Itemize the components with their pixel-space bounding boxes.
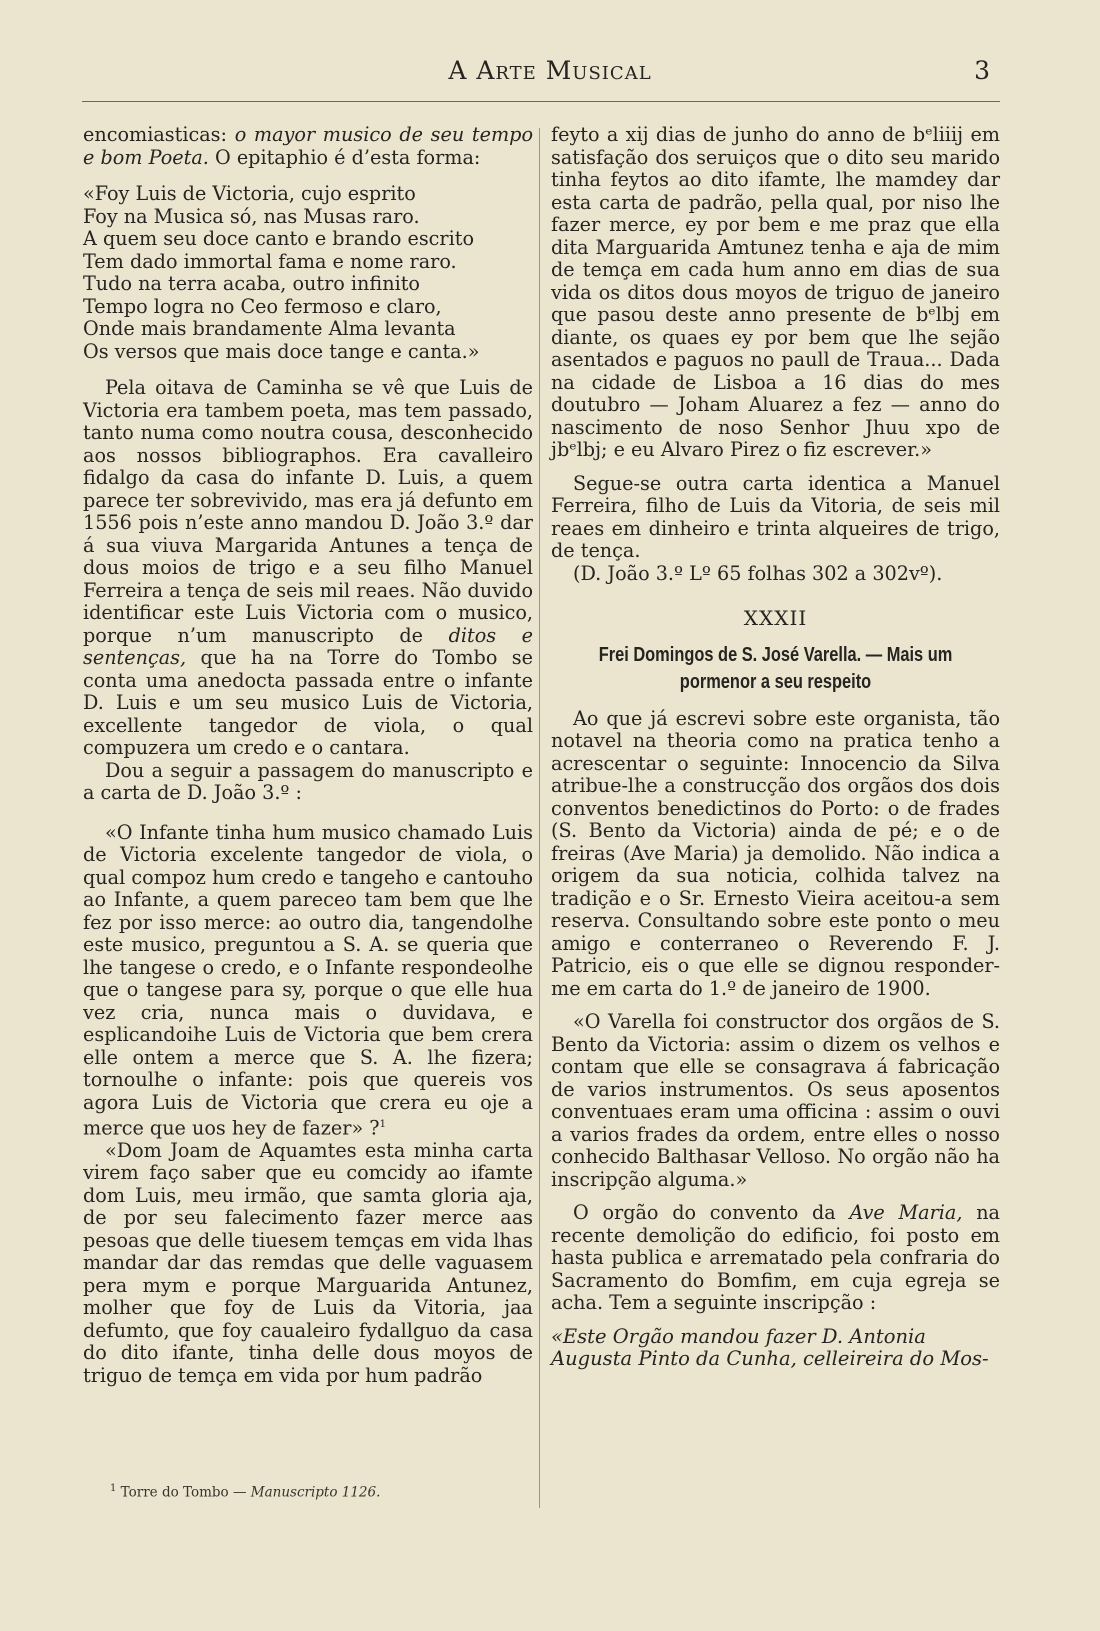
- footnote: [110, 1483, 530, 1501]
- epitaph-poem: [83, 183, 533, 363]
- inscription-line: Augusta Pinto da Cunha, celleireira do Mos-: [551, 1347, 989, 1370]
- inscription-line: «Este Orgão mandou fazer D. Antonia: [551, 1324, 926, 1348]
- quoted-manuscript: [83, 822, 533, 1140]
- organ-inscription: [551, 1326, 1000, 1371]
- section-title: Frei Domingos de S. José Varella. — Mais um pormenor a seu respeito: [598, 643, 953, 693]
- body-paragraph: [83, 377, 533, 760]
- poem-line: Tudo na terra acaba, outro infinito: [83, 272, 420, 295]
- quoted-letter: «O Varella foi constructor dos orgãos de S. Bento da Victoria: assim o dizem os velhos e contam que elle se consagrava á fabricação de varios instrumentos. Os seus aposentos conventuaes eram uma officina : assim o ouvi a varios frades da ordem, entre elles o nosso conhecido Balthasar Velloso. No orgão não ha inscripção alguma.»: [551, 1010, 1000, 1191]
- opening-tail: O epitaphio é d’esta forma:: [214, 145, 481, 169]
- body-paragraph: Ao que já escrevi sobre este organista, tão notavel na theoria como na pratica tenho a acrescentar o seguinte: Innocencio da Silva atribue-lhe a construcção dos orgãos dos dois conventos benedictinos do Porto: o de frades (S. Bento da Victoria) ainda de pé; e o de freiras (Ave Maria) ja demolido. Não indica a origem da sua noticia, colhida talvez na tradição e o Sr. Ernesto Vieira aceitou-a sem reserva. Consultando sobre este ponto o meu amigo e conterraneo o Reverendo F. J. Patricio, eis o que elle se dignou responder-me em carta do 1.º de janeiro de 1900.: [551, 706, 1000, 1000]
- footnote-reference[interactable]: 1: [379, 1119, 386, 1130]
- paragraph-text: O orgão do convento da: [573, 1201, 836, 1224]
- poem-line: Onde mais brandamente Alma levanta: [83, 317, 456, 340]
- header-rule: [82, 101, 1000, 102]
- paragraph-italic: Ave Maria,: [849, 1201, 963, 1224]
- quoted-letter-continued: feyto a xij dias de junho do anno de bᵉliiij em satisfação dos seruiços que o dito seu marido tinha feytos ao dito ifamte, lhe mamdey dar esta carta de padrão, pella qual, por niso lhe fazer merce, ey por bem e me praz que ella dita Marguarida Amtunez tenha e aja de mim de temça em cada hum anno em dias de sua vida os ditos dous moyos de triguo de janeiro que pasou deste anno presente de bᵉlbj em diante, os quaes ey por bem que lhe sejão asentados e paguos no paull de Traua... Dada na cidade de Lisboa a 16 dias do mes doutubro — Joham Aluarez a fez — anno do nascimento de noso Senhor Jhuu xpo de jbᵉlbj; e eu Alvaro Pirez o fiz escrever.»: [551, 123, 1000, 461]
- poem-line: Tempo logra no Ceo fermoso e claro,: [83, 294, 442, 318]
- footnote-text: Torre do Tombo —: [120, 1484, 247, 1501]
- opening-paragraph: [83, 124, 533, 169]
- paragraph-text: que ha na Torre do Tombo se conta uma anedocta passada entre o infante D. Luis e um seu musico Luis de Victoria, excellente tangedor de viola, o qual compuzera um credo e o cantara.: [83, 646, 533, 759]
- paragraph-text: Pela oitava de Caminha se vê que Luis de Victoria era tambem poeta, mas tem passado, tanto numa como noutra cousa, desconhecido aos nossos bibliographos. Era cavalleiro fidalgo da casa do infante D. Luis, a quem parece ter sobrevivido, mas era já defunto em 1556 pois n’este anno mandou D. João 3.º dar á sua viuva Margarida Antunes a tença de dous moios de trigo e a seu filho Manuel Ferreira a tença de seis mil reaes. Não duvido identificar este Luis Victoria com o musico, porque n’um manuscripto de: [83, 376, 533, 647]
- left-column: [83, 124, 533, 1387]
- body-paragraph: Segue-se outra carta identica a Manuel Ferreira, filho de Luis da Vitoria, de seis mil reaes em dinheiro e trinta alqueires de trigo, de tença.: [551, 471, 1000, 562]
- poem-line: A quem seu doce canto e brando escrito: [83, 227, 475, 250]
- opening-text: encomiasticas:: [83, 123, 227, 146]
- quoted-letter: «Dom Joam de Aquamtes esta minha carta virem faço saber que eu comcidy ao ifamte dom Luis, meu irmão, que samta gloria aja, de por seu falecimento fazer merce aas pesoas que delle tiuesem temças em vida lhas mandar dar das remdas que delle vaguasem pera mym e porque Marguarida Antunez, molher que foy de Luis da Vitoria, jaa defumto, que foy caualeiro fydallguo da casa do dito ifante, tinha delle dous moyos de triguo de temça em vida por hum padrão: [83, 1138, 533, 1387]
- page-number: 3: [974, 56, 990, 85]
- poem-line: Tem dado immortal fama e nome raro.: [83, 249, 457, 273]
- footnote-italic: Manuscripto 1126.: [250, 1484, 381, 1501]
- paragraph-italic: ditos e sentenças,: [83, 623, 533, 669]
- body-paragraph: Dou a seguir a passagem do manuscripto e a carta de D. João 3.º :: [83, 758, 533, 804]
- poem-line: Os versos que mais doce tange e canta.»: [83, 339, 480, 363]
- footnote-mark: 1: [110, 1483, 117, 1494]
- right-column: [551, 124, 1000, 1371]
- poem-line: Foy na Musica só, nas Musas raro.: [83, 204, 420, 228]
- body-paragraph: [551, 1202, 1000, 1315]
- paragraph-text: na recente demolição do edificio, foi posto em hasta publica e arrematado pela confraria do Sacramento do Bomfim, em cuja egreja se acha. Tem a seguinte inscripção :: [551, 1201, 1000, 1314]
- poem-line: «Foy Luis de Victoria, cujo esprito: [83, 182, 416, 205]
- archive-reference: (D. João 3.º Lº 65 folhas 302 a 302vº).: [573, 561, 943, 585]
- section-number: XXXII: [743, 606, 808, 630]
- column-divider: [539, 128, 540, 1508]
- running-head: [0, 48, 1100, 88]
- journal-title: A Arte Musical: [448, 56, 652, 85]
- quote-text: «O Infante tinha hum musico chamado Luis de Victoria excelente tangedor de viola, o qual compoz hum credo e tangeho e cantouho ao Infante, a quem pareceo tam bem que lhe fez por isso merce: ao outro dia, tangendolhe este musico, preguntou a S. A. se queria que lhe tangese o credo, e o Infante respondeolhe que o tangese para sy, porque o que elle hua vez cria, nunca mais o duvidava, e esplicandoihe Luis de Victoria que bem crera elle ontem a merce que S. A. lhe fizera; tornoulhe o infante: pois que quereis vos agora Luis de Victoria que crera eu oje a merce que uos hey de fazer» ?: [83, 820, 533, 1140]
- opening-italic: o mayor musico de seu tempo e bom Poeta.: [83, 123, 534, 169]
